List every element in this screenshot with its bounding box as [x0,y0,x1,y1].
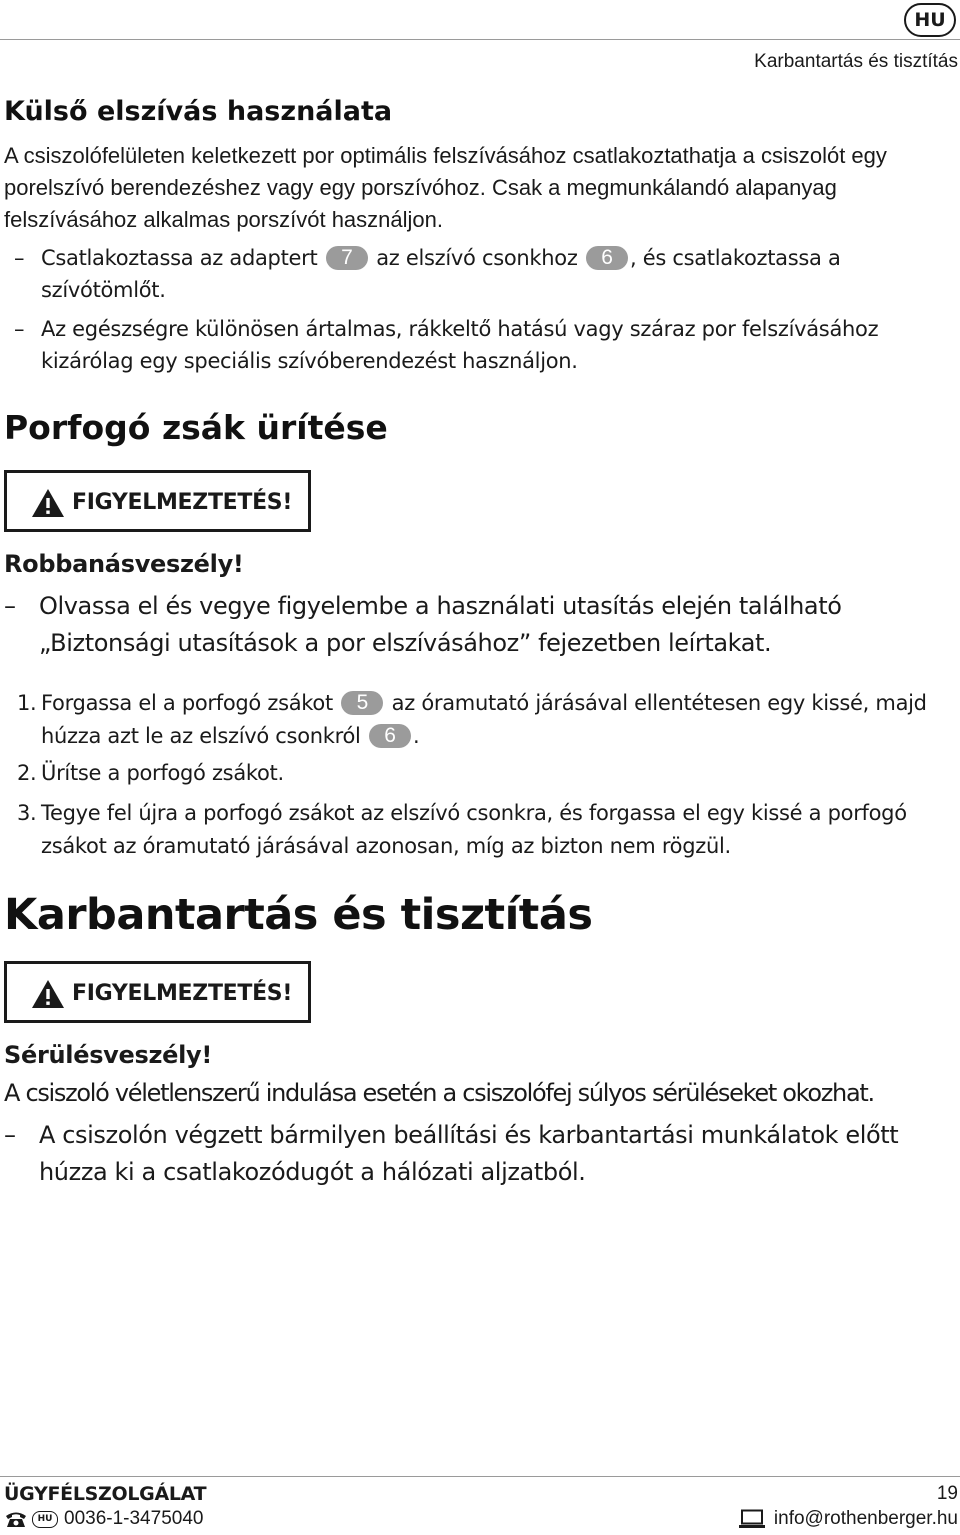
dash-bullet: – [14,317,25,341]
part-reference-badge: 7 [326,246,368,270]
part-reference-badge: 6 [586,246,628,270]
warning-instruction: – Olvassa el és vegye figyelembe a használati utasítás elején található „Biztonsági utasítások a por elszívásához” fejezetben leírtakat. [4,588,956,662]
footer-title: ÜGYFÉLSZOLGÁLAT [4,1483,207,1505]
section-heading-empty-dust-bag: Porfogó zsák ürítése [4,408,388,447]
dash-bullet: – [14,246,25,270]
footer-phone [4,1508,203,1530]
warning-triangle-icon [31,488,65,518]
dash-bullet: – [4,592,16,620]
list-item-connect-adapter: – Csatlakoztassa az adaptert 7 az elszívó csonkhoz 6 , és csatlakoztassa a szívótömlőt. [4,242,956,306]
warning-triangle-icon [31,979,65,1009]
step-item: 1. Forgassa el a porfogó zsákot 5 az óramutató járásával ellentétesen egy kissé, majd húzza azt le az elszívó csonkról 6 . [17,691,927,748]
intro-paragraph: A csiszolófelületen keletkezett por optimális felszívásához csatlakoztathatja a csiszolót egy porelszívó berendezéshez vagy egy porszívóhoz. Csak a megmunkálandó alapanyag felszívásához alkalmas porszívót használjon. [4,143,887,232]
list-item-special-extractor: – Az egészségre különösen ártalmas, rákkeltő hatású vagy száraz por felszívásához kizárólag egy speciális szívóberendezést használjon. [4,313,956,377]
phone-icon [4,1510,28,1528]
country-badge: HU [32,1511,58,1528]
page-number: 19 [936,1483,958,1504]
running-head: Karbantartás és tisztítás [754,51,958,72]
warning-label: FIGYELMEZTETÉS! [72,490,293,515]
footer-email [738,1508,958,1530]
hazard-statement: A csiszoló véletlenszerű indulása esetén a csiszolófej súlyos sérüléseket okozhat. [4,1079,874,1107]
hazard-title: Robbanásveszély! [4,550,244,578]
phone-number: 0036-1-3475040 [64,1508,204,1529]
dash-bullet: – [4,1121,16,1149]
part-reference-badge: 5 [341,691,383,715]
warning-box [4,470,311,532]
hazard-title: Sérülésveszély! [4,1041,213,1069]
footer-divider [0,1476,960,1477]
step-item: 2. Ürítse a porfogó zsákot. [17,761,284,785]
warning-label: FIGYELMEZTETÉS! [72,981,293,1006]
warning-instruction: – A csiszolón végzett bármilyen beállítási és karbantartási munkálatok előtt húzza ki a csatlakozódugót a hálózati aljzatból. [4,1117,956,1191]
laptop-icon [738,1509,766,1529]
step-item: 3. Tegye fel újra a porfogó zsákot az elszívó csonkra, és forgassa el egy kissé a porfogó zsákot az óramutató járásával azonosan, míg az bizton nem rögzül. [17,801,907,858]
language-badge: HU [904,3,956,37]
header-divider [0,39,960,40]
email-address: info@rothenberger.hu [773,1508,958,1529]
part-reference-badge: 6 [369,724,411,748]
section-heading-external-extraction: Külső elszívás használata [4,96,393,127]
section-heading-maintenance: Karbantartás és tisztítás [4,890,593,940]
warning-box [4,961,311,1023]
